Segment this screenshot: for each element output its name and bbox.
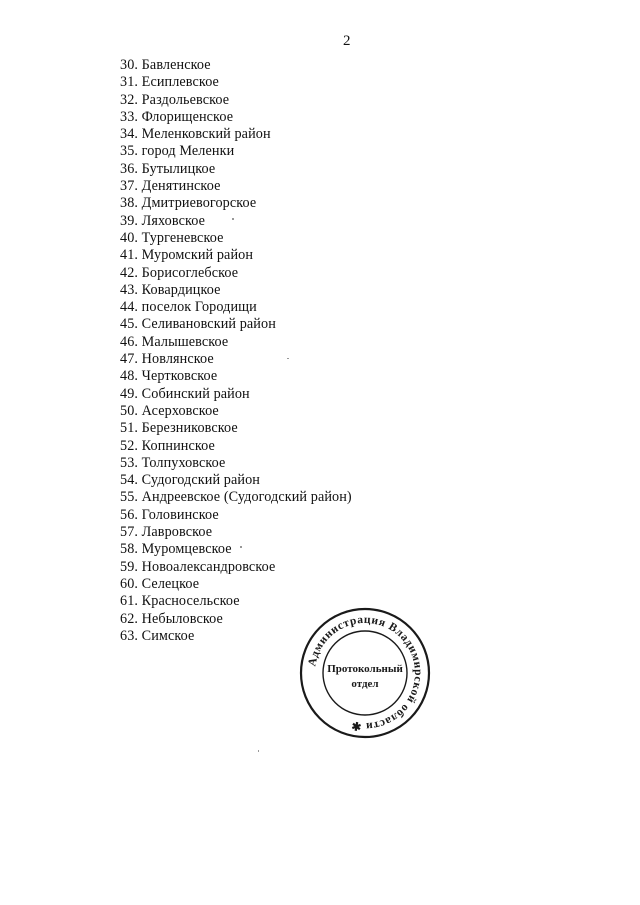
list-item: 59. Новоалександровское: [120, 558, 276, 575]
list-item: 44. поселок Городищи: [120, 299, 257, 316]
list-item: 40. Тургеневское: [120, 229, 224, 246]
list-item: 55. Андреевское (Судогодский район): [120, 489, 352, 506]
scan-speck: [258, 750, 259, 752]
list-item: 62. Небыловское: [120, 610, 223, 627]
page-number: 2: [343, 33, 351, 49]
list-item: 37. Денятинское: [120, 178, 221, 195]
list-item: 61. Красносельское: [120, 593, 240, 610]
list-item: 32. Раздольевское: [120, 91, 230, 108]
list-item: 38. Дмитриевогорское: [120, 195, 257, 212]
list-item: 49. Собинский район: [120, 385, 250, 402]
list-item: 39. Ляховское: [120, 212, 206, 229]
list-item: 30. Бавленское: [120, 57, 211, 73]
list-item: 48. Чертковское: [120, 368, 218, 385]
list-item: 52. Копнинское: [120, 437, 215, 454]
list-item: 42. Борисоглебское: [120, 264, 239, 281]
official-stamp: [298, 606, 432, 740]
stamp-ring-text: Администрация Владимирской области ✱: [306, 613, 425, 733]
list-item: 36. Бутылицкое: [120, 160, 216, 177]
list-item: 47. Новлянское: [120, 351, 214, 368]
list-item: 34. Меленковский район: [120, 126, 271, 143]
region-list: [120, 57, 352, 645]
list-item: 33. Флорищенское: [120, 108, 234, 125]
list-item: 56. Головинское: [120, 506, 219, 523]
list-item: 35. город Меленки: [120, 143, 235, 160]
list-item: 54. Судогодский район: [120, 472, 260, 489]
list-item: 57. Лавровское: [120, 524, 213, 541]
scan-speck: [287, 358, 289, 359]
scan-speck: [240, 546, 242, 548]
list-item: 46. Малышевское: [120, 333, 229, 350]
list-item: 51. Березниковское: [120, 420, 238, 437]
stamp-center-line-1: Протокольный: [327, 663, 403, 675]
stamp-center-line-2: отдел: [351, 678, 379, 690]
list-item: 45. Селивановский район: [120, 316, 276, 333]
list-item: 63. Симское: [120, 627, 195, 644]
list-item: 50. Асерховское: [120, 402, 219, 419]
scan-speck: [232, 218, 234, 220]
list-item: 43. Ковардицкое: [120, 281, 221, 298]
list-item: 41. Муромский район: [120, 247, 254, 264]
list-item: 53. Толпуховское: [120, 454, 226, 471]
list-item: 31. Есиплевское: [120, 74, 219, 91]
list-item: 60. Селецкое: [120, 575, 200, 592]
list-item: 58. Муромцевское: [120, 541, 232, 558]
